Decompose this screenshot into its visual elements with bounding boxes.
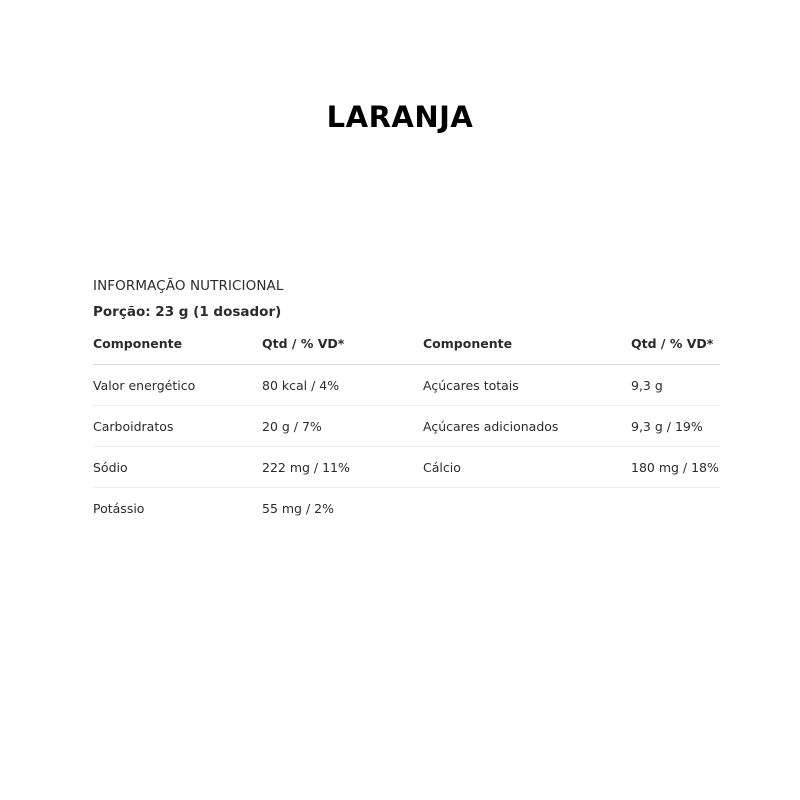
header-component-right: Componente — [423, 336, 631, 365]
header-qty-right: Qtd / % VD* — [631, 336, 720, 365]
cell-value: 9,3 g — [631, 365, 720, 406]
table-row — [93, 406, 720, 447]
cell-value: 180 mg / 18% — [631, 447, 720, 488]
table-row — [93, 488, 720, 529]
nutrition-facts — [93, 276, 720, 528]
cell-component: Carboidratos — [93, 406, 262, 447]
nutrition-table — [93, 336, 720, 528]
cell-value: 9,3 g / 19% — [631, 406, 720, 447]
serving-size: Porção: 23 g (1 dosador) — [93, 304, 282, 320]
cell-component: Sódio — [93, 447, 262, 488]
cell-component: Cálcio — [423, 447, 631, 488]
header-qty-left: Qtd / % VD* — [262, 336, 423, 365]
cell-component: Potássio — [93, 500, 145, 516]
cell-value: 80 kcal / 4% — [262, 365, 423, 406]
cell-component: Açúcares totais — [423, 365, 631, 406]
nutrition-heading: INFORMAÇÃO NUTRICIONAL — [93, 278, 284, 294]
table-row — [93, 447, 720, 488]
cell-value: 222 mg / 11% — [262, 447, 423, 488]
cell-value: 55 mg / 2% — [262, 500, 334, 516]
header-component-left: Componente — [93, 336, 262, 365]
page-title: LARANJA — [326, 100, 474, 134]
cell-value — [631, 488, 720, 529]
table-header-row — [93, 336, 720, 365]
cell-component — [423, 488, 631, 529]
cell-component: Açúcares adicionados — [423, 406, 631, 447]
table-row — [93, 365, 720, 406]
cell-value: 20 g / 7% — [262, 406, 423, 447]
cell-component: Valor energético — [93, 365, 262, 406]
